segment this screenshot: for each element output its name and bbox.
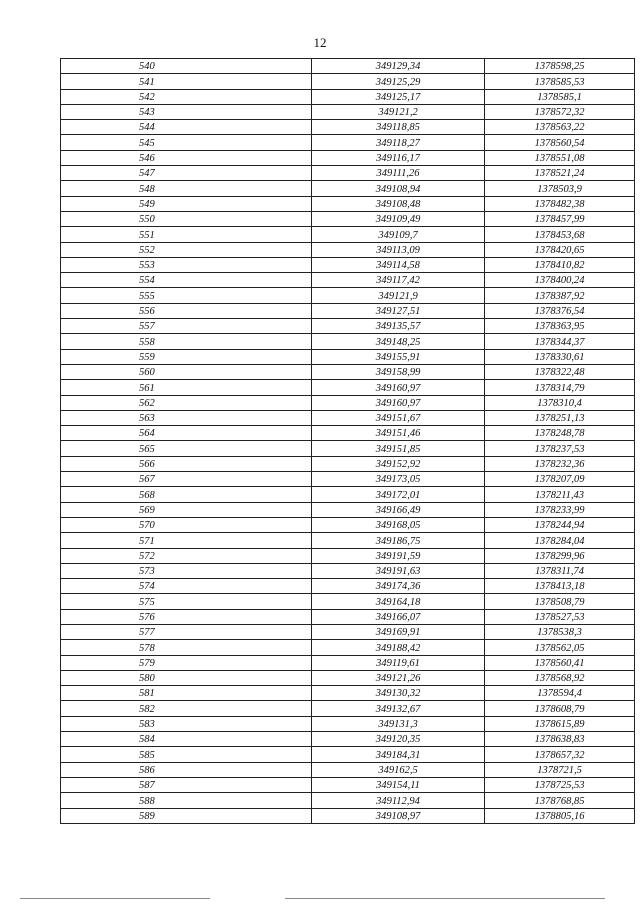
y-coordinate-cell: 1378768,85 (485, 793, 635, 808)
table-row (61, 288, 635, 303)
point-number-cell: 543 (61, 104, 312, 119)
point-number-cell: 582 (61, 701, 312, 716)
x-coordinate-cell: 349117,42 (312, 273, 485, 288)
table-row (61, 319, 635, 334)
x-coordinate-cell: 349121,26 (312, 670, 485, 685)
table-row (61, 89, 635, 104)
y-coordinate-cell: 1378284,04 (485, 533, 635, 548)
point-number-cell: 568 (61, 487, 312, 502)
table-row (61, 655, 635, 670)
table-row (61, 395, 635, 410)
x-coordinate-cell: 349148,25 (312, 334, 485, 349)
point-number-cell: 588 (61, 793, 312, 808)
y-coordinate-cell: 1378299,96 (485, 548, 635, 563)
y-coordinate-cell: 1378453,68 (485, 227, 635, 242)
point-number-cell: 559 (61, 349, 312, 364)
point-number-cell: 583 (61, 716, 312, 731)
x-coordinate-cell: 349129,34 (312, 59, 485, 74)
table-row (61, 747, 635, 762)
point-number-cell: 579 (61, 655, 312, 670)
x-coordinate-cell: 349166,07 (312, 609, 485, 624)
point-number-cell: 571 (61, 533, 312, 548)
x-coordinate-cell: 349120,35 (312, 732, 485, 747)
table-row (61, 211, 635, 226)
x-coordinate-cell: 349151,85 (312, 441, 485, 456)
point-number-cell: 546 (61, 150, 312, 165)
table-row (61, 120, 635, 135)
point-number-cell: 553 (61, 257, 312, 272)
x-coordinate-cell: 349125,17 (312, 89, 485, 104)
x-coordinate-cell: 349172,01 (312, 487, 485, 502)
y-coordinate-cell: 1378585,1 (485, 89, 635, 104)
x-coordinate-cell: 349108,94 (312, 181, 485, 196)
y-coordinate-cell: 1378572,32 (485, 104, 635, 119)
y-coordinate-cell: 1378725,53 (485, 777, 635, 792)
y-coordinate-cell: 1378562,05 (485, 640, 635, 655)
point-number-cell: 540 (61, 59, 312, 74)
table-row (61, 487, 635, 502)
point-number-cell: 542 (61, 89, 312, 104)
x-coordinate-cell: 349113,09 (312, 242, 485, 257)
point-number-cell: 575 (61, 594, 312, 609)
x-coordinate-cell: 349164,18 (312, 594, 485, 609)
x-coordinate-cell: 349155,91 (312, 349, 485, 364)
point-number-cell: 581 (61, 686, 312, 701)
table-row (61, 640, 635, 655)
table-row (61, 410, 635, 425)
table-row (61, 732, 635, 747)
y-coordinate-cell: 1378244,94 (485, 517, 635, 532)
table-row (61, 74, 635, 89)
x-coordinate-cell: 349132,67 (312, 701, 485, 716)
y-coordinate-cell: 1378615,89 (485, 716, 635, 731)
x-coordinate-cell: 349158,99 (312, 364, 485, 379)
table-row (61, 579, 635, 594)
table-row (61, 135, 635, 150)
x-coordinate-cell: 349108,97 (312, 808, 485, 823)
y-coordinate-cell: 1378322,48 (485, 364, 635, 379)
table-row (61, 701, 635, 716)
x-coordinate-cell: 349166,49 (312, 502, 485, 517)
point-number-cell: 565 (61, 441, 312, 456)
x-coordinate-cell: 349119,61 (312, 655, 485, 670)
point-number-cell: 561 (61, 380, 312, 395)
table-row (61, 181, 635, 196)
x-coordinate-cell: 349151,46 (312, 426, 485, 441)
y-coordinate-cell: 1378585,53 (485, 74, 635, 89)
point-number-cell: 574 (61, 579, 312, 594)
y-coordinate-cell: 1378608,79 (485, 701, 635, 716)
table-row (61, 716, 635, 731)
table-row (61, 426, 635, 441)
table-row (61, 517, 635, 532)
table-row (61, 364, 635, 379)
table-row (61, 242, 635, 257)
table-row (61, 502, 635, 517)
x-coordinate-cell: 349108,48 (312, 196, 485, 211)
y-coordinate-cell: 1378598,25 (485, 59, 635, 74)
y-coordinate-cell: 1378560,41 (485, 655, 635, 670)
y-coordinate-cell: 1378538,3 (485, 624, 635, 639)
x-coordinate-cell: 349130,32 (312, 686, 485, 701)
y-coordinate-cell: 1378508,79 (485, 594, 635, 609)
point-number-cell: 573 (61, 563, 312, 578)
point-number-cell: 549 (61, 196, 312, 211)
y-coordinate-cell: 1378568,92 (485, 670, 635, 685)
x-coordinate-cell: 349135,57 (312, 319, 485, 334)
x-coordinate-cell: 349118,27 (312, 135, 485, 150)
x-coordinate-cell: 349154,11 (312, 777, 485, 792)
x-coordinate-cell: 349160,97 (312, 395, 485, 410)
table-row (61, 104, 635, 119)
point-number-cell: 547 (61, 166, 312, 181)
x-coordinate-cell: 349168,05 (312, 517, 485, 532)
y-coordinate-cell: 1378638,83 (485, 732, 635, 747)
x-coordinate-cell: 349121,9 (312, 288, 485, 303)
table-row (61, 349, 635, 364)
point-number-cell: 550 (61, 211, 312, 226)
point-number-cell: 557 (61, 319, 312, 334)
point-number-cell: 580 (61, 670, 312, 685)
x-coordinate-cell: 349184,31 (312, 747, 485, 762)
y-coordinate-cell: 1378457,99 (485, 211, 635, 226)
y-coordinate-cell: 1378503,9 (485, 181, 635, 196)
footer-rule-right (285, 898, 605, 899)
y-coordinate-cell: 1378344,37 (485, 334, 635, 349)
table-row (61, 670, 635, 685)
point-number-cell: 576 (61, 609, 312, 624)
y-coordinate-cell: 1378420,65 (485, 242, 635, 257)
x-coordinate-cell: 349109,49 (312, 211, 485, 226)
x-coordinate-cell: 349186,75 (312, 533, 485, 548)
table-row (61, 380, 635, 395)
x-coordinate-cell: 349173,05 (312, 472, 485, 487)
y-coordinate-cell: 1378310,4 (485, 395, 635, 410)
table-row (61, 472, 635, 487)
x-coordinate-cell: 349109,7 (312, 227, 485, 242)
point-number-cell: 587 (61, 777, 312, 792)
y-coordinate-cell: 1378551,08 (485, 150, 635, 165)
table-row (61, 334, 635, 349)
y-coordinate-cell: 1378207,09 (485, 472, 635, 487)
point-number-cell: 558 (61, 334, 312, 349)
x-coordinate-cell: 349152,92 (312, 456, 485, 471)
coordinates-table (60, 58, 635, 824)
x-coordinate-cell: 349121,2 (312, 104, 485, 119)
x-coordinate-cell: 349174,36 (312, 579, 485, 594)
point-number-cell: 562 (61, 395, 312, 410)
y-coordinate-cell: 1378721,5 (485, 762, 635, 777)
x-coordinate-cell: 349112,94 (312, 793, 485, 808)
table-row (61, 793, 635, 808)
y-coordinate-cell: 1378482,38 (485, 196, 635, 211)
y-coordinate-cell: 1378248,78 (485, 426, 635, 441)
x-coordinate-cell: 349131,3 (312, 716, 485, 731)
x-coordinate-cell: 349151,67 (312, 410, 485, 425)
y-coordinate-cell: 1378237,53 (485, 441, 635, 456)
x-coordinate-cell: 349160,97 (312, 380, 485, 395)
footer-rule-left (20, 898, 210, 899)
table-row (61, 624, 635, 639)
point-number-cell: 584 (61, 732, 312, 747)
point-number-cell: 572 (61, 548, 312, 563)
point-number-cell: 566 (61, 456, 312, 471)
point-number-cell: 554 (61, 273, 312, 288)
point-number-cell: 577 (61, 624, 312, 639)
y-coordinate-cell: 1378413,18 (485, 579, 635, 594)
table-row (61, 59, 635, 74)
coordinates-table-body (61, 59, 635, 824)
page-number: 12 (313, 35, 327, 50)
point-number-cell: 569 (61, 502, 312, 517)
x-coordinate-cell: 349162,5 (312, 762, 485, 777)
x-coordinate-cell: 349114,58 (312, 257, 485, 272)
x-coordinate-cell: 349116,17 (312, 150, 485, 165)
point-number-cell: 563 (61, 410, 312, 425)
table-row (61, 594, 635, 609)
y-coordinate-cell: 1378376,54 (485, 303, 635, 318)
table-row (61, 808, 635, 823)
point-number-cell: 551 (61, 227, 312, 242)
point-number-cell: 552 (61, 242, 312, 257)
point-number-cell: 564 (61, 426, 312, 441)
y-coordinate-cell: 1378314,79 (485, 380, 635, 395)
x-coordinate-cell: 349118,85 (312, 120, 485, 135)
point-number-cell: 556 (61, 303, 312, 318)
x-coordinate-cell: 349125,29 (312, 74, 485, 89)
point-number-cell: 560 (61, 364, 312, 379)
x-coordinate-cell: 349111,26 (312, 166, 485, 181)
y-coordinate-cell: 1378805,16 (485, 808, 635, 823)
table-row (61, 548, 635, 563)
table-row (61, 762, 635, 777)
table-row (61, 456, 635, 471)
y-coordinate-cell: 1378400,24 (485, 273, 635, 288)
point-number-cell: 545 (61, 135, 312, 150)
table-row (61, 166, 635, 181)
y-coordinate-cell: 1378251,13 (485, 410, 635, 425)
y-coordinate-cell: 1378657,32 (485, 747, 635, 762)
point-number-cell: 570 (61, 517, 312, 532)
table-row (61, 303, 635, 318)
point-number-cell: 567 (61, 472, 312, 487)
table-row (61, 196, 635, 211)
table-row (61, 150, 635, 165)
x-coordinate-cell: 349191,59 (312, 548, 485, 563)
y-coordinate-cell: 1378311,74 (485, 563, 635, 578)
table-row (61, 563, 635, 578)
point-number-cell: 578 (61, 640, 312, 655)
y-coordinate-cell: 1378330,61 (485, 349, 635, 364)
x-coordinate-cell: 349191,63 (312, 563, 485, 578)
y-coordinate-cell: 1378594,4 (485, 686, 635, 701)
table-row (61, 257, 635, 272)
point-number-cell: 541 (61, 74, 312, 89)
table-row (61, 441, 635, 456)
y-coordinate-cell: 1378560,54 (485, 135, 635, 150)
x-coordinate-cell: 349188,42 (312, 640, 485, 655)
y-coordinate-cell: 1378521,24 (485, 166, 635, 181)
y-coordinate-cell: 1378232,36 (485, 456, 635, 471)
table-row (61, 533, 635, 548)
x-coordinate-cell: 349169,91 (312, 624, 485, 639)
y-coordinate-cell: 1378211,43 (485, 487, 635, 502)
table-row (61, 777, 635, 792)
x-coordinate-cell: 349127,51 (312, 303, 485, 318)
y-coordinate-cell: 1378387,92 (485, 288, 635, 303)
point-number-cell: 544 (61, 120, 312, 135)
table-row (61, 273, 635, 288)
y-coordinate-cell: 1378410,82 (485, 257, 635, 272)
y-coordinate-cell: 1378363,95 (485, 319, 635, 334)
point-number-cell: 555 (61, 288, 312, 303)
point-number-cell: 585 (61, 747, 312, 762)
point-number-cell: 586 (61, 762, 312, 777)
y-coordinate-cell: 1378527,53 (485, 609, 635, 624)
table-row (61, 686, 635, 701)
y-coordinate-cell: 1378233,99 (485, 502, 635, 517)
y-coordinate-cell: 1378563,22 (485, 120, 635, 135)
point-number-cell: 589 (61, 808, 312, 823)
table-row (61, 609, 635, 624)
point-number-cell: 548 (61, 181, 312, 196)
table-row (61, 227, 635, 242)
